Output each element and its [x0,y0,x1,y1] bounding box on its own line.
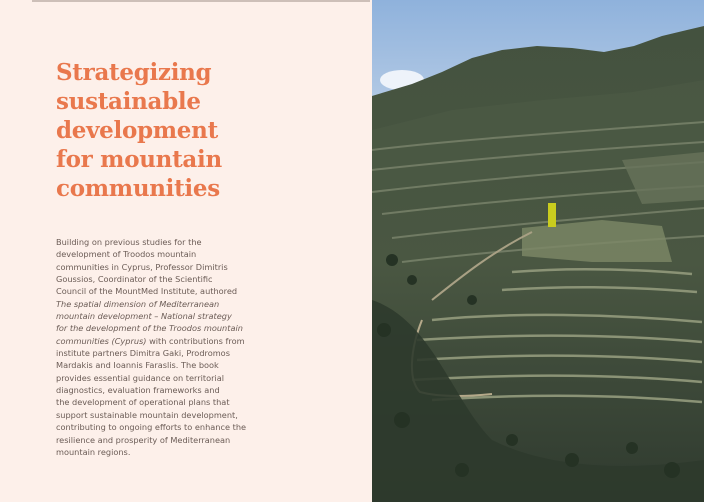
mountain-terraces-photo [372,0,704,502]
yellow-marker [548,203,556,227]
top-divider [32,0,370,2]
body-intro: Building on previous studies for the development of Troodos mountain communities in Cyprus, Professor Dimitris Goussios, Coordinator of the Scientific Council of the MountMed Institute, authored [56,237,238,297]
field-patch [522,220,672,262]
body-rest: with contributions from institute partners Dimitra Gaki, Prodromos Mardakis and Ioannis Faraslis. The book provides essential guidance on territorial diagnostics, evaluation frameworks and the development of operational plans that support sustainable mountain development, contributing to ongoing efforts to enhance the resilience and prosperity of Mediterranean mountain regions. [56,335,247,457]
article-body [56,236,356,458]
article-title: Strategizing sustainable development for mountain communities [56,59,222,202]
book-title: The spatial dimension of Mediterranean mountain development – National strategy for the development of the Troodos mountain communities (Cyprus) [56,298,243,346]
